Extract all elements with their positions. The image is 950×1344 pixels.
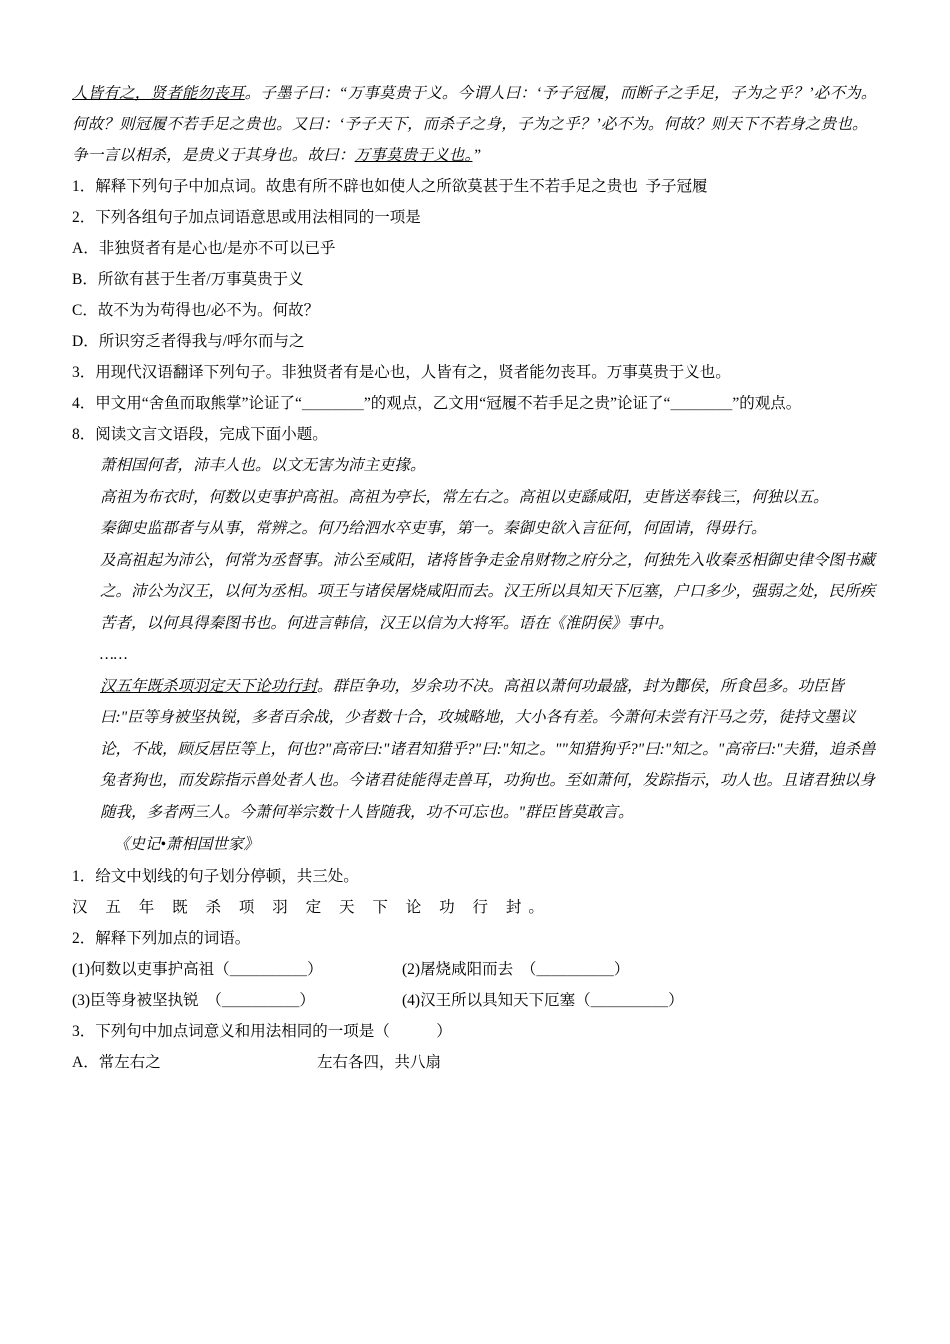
section-8-title: 8．阅读文言文语段，完成下面小题。 [72, 426, 328, 443]
word-explain-row [72, 985, 878, 1016]
passage2-line: 萧相国何者，沛丰人也。以文无害为沛主吏掾。 [100, 457, 426, 474]
word-item-4: (4)汉王所以具知天下厄塞（＿＿＿＿＿） [402, 992, 684, 1009]
option-d: D．所识穷乏者得我与/呼尔而与之 [72, 333, 305, 350]
passage2-ellipsis: …… [100, 646, 128, 663]
passage2-line: 秦御史监郡者与从事，常辨之。何乃给泗水卒吏事，第一。秦御史欲入言征何，何固请，得毋行。 [100, 520, 767, 537]
question-2-1: 1．给文中划线的句子划分停顿，共三处。 [72, 868, 359, 885]
option-a-right: 左右各四，共八扇 [317, 1054, 442, 1071]
word-item-1: (1)何数以吏事护高祖（＿＿＿＿＿） [72, 961, 323, 978]
question-1-2: 2．下列各组句子加点词语意思或用法相同的一项是 [72, 209, 421, 226]
option-b: B．所欲有甚于生者/万事莫贵于义 [72, 271, 304, 288]
question-1-1: 1．解释下列句子中加点词。故患有所不辟也如使人之所欲莫甚于生不若手足之贵也 予子冠履 [72, 178, 708, 195]
option-c: C．故不为为苟得也/必不为。何故？ [72, 302, 320, 319]
passage2-line: 高祖为布衣时，何数以吏事护高祖。高祖为亭长，常左右之。高祖以吏繇咸阳，吏皆送奉钱三，何独以五。 [100, 488, 829, 506]
question-2-2: 2．解释下列加点的词语。 [72, 930, 251, 947]
passage-text: 争一言以相杀，是贵义于其身也。故曰： [72, 147, 355, 164]
passage-line [72, 109, 878, 140]
passage-line [72, 78, 878, 109]
option-a-row [72, 1047, 878, 1078]
passage2-underlined-text: 汉五年既杀项羽定天下论功行封 [100, 677, 318, 695]
passage2-rest-text: 。群臣争功，岁余功不决。高祖以萧何功最盛，封为酇侯，所食邑多。功臣皆曰:"臣等身被坚执锐，多者百余战，少者数十合，攻城略地，大小各有差。今萧何未尝有汗马之劳，徒持文墨议论，不战，顾反居臣等上，何也?"高帝曰:"诸君知猎乎?"曰:"知之。""知猎狗乎?"曰:"知之。"高帝曰:"夫猎，追杀兽兔者狗也，而发踪指示兽处者人也。今诸君徒能得走兽耳，功狗也。至如萧何，发踪指示，功人也。且诸君独以身随我，多者两三人。今萧何举宗数十人皆随我，功不可忘也。"群臣皆莫敢言。 [100, 677, 876, 821]
word-item-3: (3)臣等身被坚执锐 （＿＿＿＿＿） [72, 992, 315, 1009]
word-item-2: (2)屠烧咸阳而去 （＿＿＿＿＿） [402, 961, 630, 978]
source-citation: 《史记•萧相国世家》 [114, 836, 259, 853]
passage-text: 。子墨子曰：“万事莫贵于义。今谓人曰：‘予子冠履，而断子之手足，子为之乎？’必不为。 [244, 85, 877, 102]
passage2-line: 及高祖起为沛公，何常为丞督事。沛公至咸阳，诸将皆争走金帛财物之府分之，何独先入收秦丞相御史律令图书藏之。沛公为汉王，以何为丞相。项王与诸侯屠烧咸阳而去。汉王所以具知天下厄塞，户口多少，强弱之处，民所疾苦者，以何具得秦图书也。何进言韩信，汉王以信为大将军。语在《淮阴侯》事中。 [100, 551, 876, 632]
option-a-label: A．常左右之 [72, 1054, 161, 1071]
passage-line [72, 140, 878, 171]
passage-underlined-text: 人皆有之，贤者能勿丧耳 [72, 85, 245, 102]
passage-text: ” [472, 147, 482, 164]
punctuation-exercise-line: 汉 五 年 既 杀 项 羽 定 天 下 论 功 行 封。 [72, 899, 551, 916]
question-1-3: 3．用现代汉语翻译下列句子。非独贤者有是心也，人皆有之，贤者能勿丧耳。万事莫贵于义也。 [72, 364, 731, 381]
option-a: A．非独贤者有是心也/是亦不可以已乎 [72, 240, 336, 257]
question-2-3: 3．下列句中加点词意义和用法相同的一项是（ ） [72, 1023, 452, 1040]
passage2-underlined-block [72, 671, 878, 829]
question-1-4: 4．甲文用“舍鱼而取熊掌”论证了“＿＿＿＿”的观点，乙文用“冠履不若手足之贵”论证了“＿＿＿＿”的观点。 [72, 395, 802, 412]
passage-text: 何故？则冠履不若手足之贵也。又曰：‘予子天下，而杀子之身，子为之乎？’必不为。何故？则天下不若身之贵也。 [72, 116, 868, 133]
passage-underlined-text: 万事莫贵于义也。 [354, 147, 473, 164]
word-explain-row [72, 954, 878, 985]
